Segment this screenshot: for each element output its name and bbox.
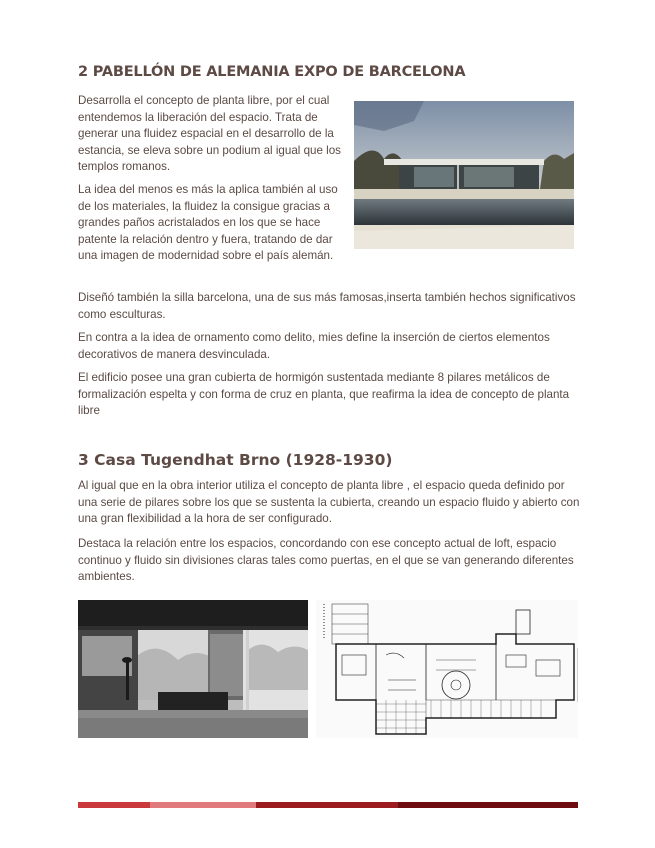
pavilion-paragraph-2: La idea del menos es más la aplica también al uso de los materiales, la fluidez la consigue gracias a grandes paños acristalados en los que se hace patente la relación dentro y fuera, tratando de dar una imagen de modernidad sobre el país alemán. <box>78 183 338 263</box>
pavilion-paragraph-3: Diseñó también la silla barcelona, una de sus más famosas,inserta también hechos significativos como esculturas. <box>78 291 576 321</box>
footer-bar-segment-1 <box>78 802 150 808</box>
tugendhat-interior-photo <box>78 600 308 738</box>
barcelona-pavilion-photo <box>354 101 574 249</box>
section-heading-pavilion: 2 PABELLÓN DE ALEMANIA EXPO DE BARCELONA <box>78 64 466 80</box>
section-heading-tugendhat: 3 Casa Tugendhat Brno (1928-1930) <box>78 451 393 469</box>
tugendhat-paragraph-2: Destaca la relación entre los espacios, concordando con ese concepto actual de loft, espacio continuo y fluido sin divisiones claras tales como puertas, en el que se van generando diferentes ambientes. <box>78 537 574 584</box>
tugendhat-paragraph-1: Al igual que en la obra interior utiliza el concepto de planta libre , el espacio queda definido por una serie de pilares sobre los que se sustenta la cubierta, creando un espacio fluido y abierto con una gran flexibilidad a la hora de ser configurado. <box>78 479 580 526</box>
footer-bar-segment-3 <box>256 802 398 808</box>
footer-bar-segment-2 <box>150 802 256 808</box>
pavilion-paragraph-1: Desarrolla el concepto de planta libre, por el cual entendemos la liberación del espacio. Trata de generar una fluidez espacial en el desarrollo de la estancia, se eleva sobre un podium al igual que los templos romanos. <box>78 94 341 174</box>
pavilion-paragraph-5: El edificio posee una gran cubierta de hormigón sustentada mediante 8 pilares metálicos de formalización espelta y con forma de cruz en planta, que reafirma la idea de concepto de planta libre <box>78 371 570 418</box>
pavilion-paragraph-4: En contra a la idea de ornamento como delito, mies define la inserción de ciertos elementos decorativos de manera desvinculada. <box>78 331 550 361</box>
tugendhat-floor-plan <box>316 600 578 738</box>
footer-bar-segment-4 <box>398 802 578 808</box>
